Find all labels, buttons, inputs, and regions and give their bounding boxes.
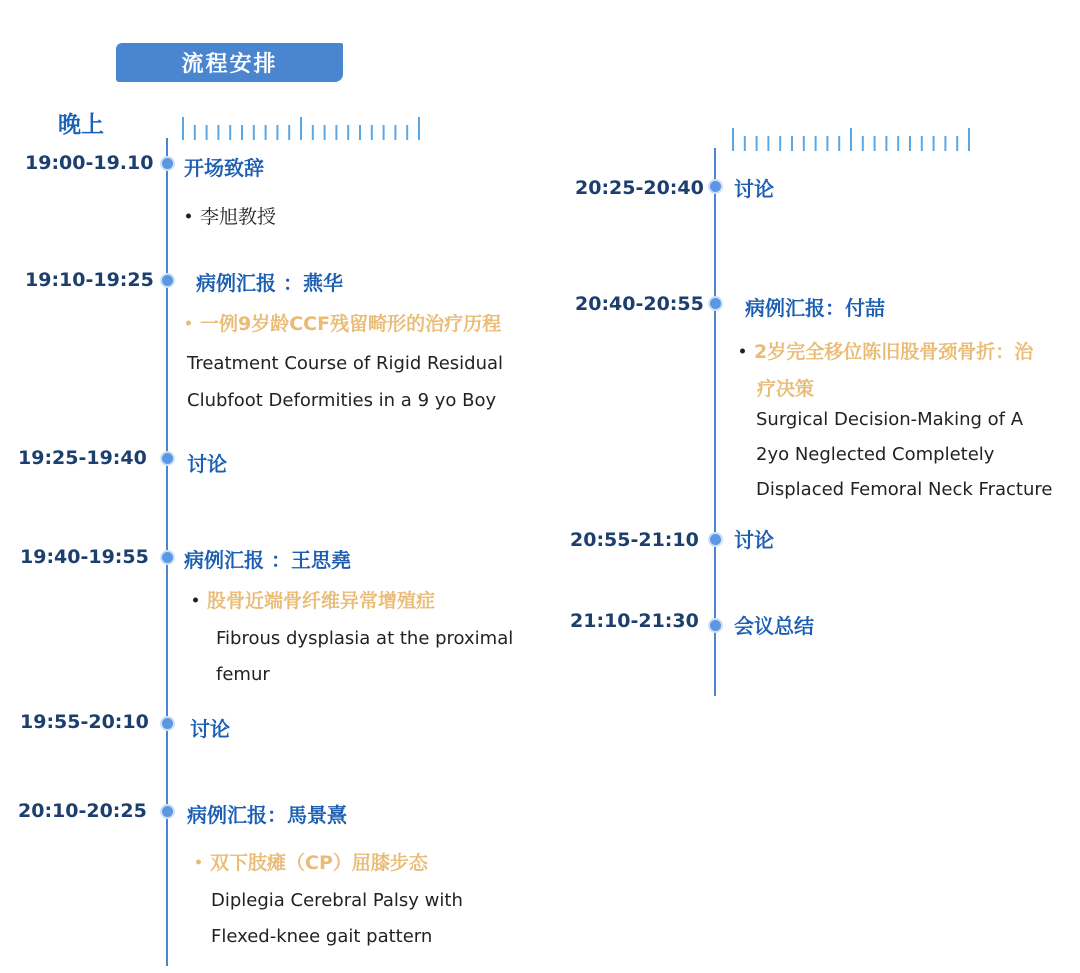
time-label: 19:55-20:10 [20,711,149,733]
time-label: 19:25-19:40 [18,447,147,469]
timeline-dot [162,158,173,169]
topic-english: Treatment Course of Rigid Residual [187,353,504,374]
topic-english: Diplegia Cerebral Palsy with [211,890,463,911]
topic-english: femur [216,664,270,685]
session-title: 病例汇报：馬景熹 [187,803,347,827]
right-ruler [730,126,975,154]
session-title: 开场致辞 [184,156,264,180]
topic-title: 股骨近端骨纤维异常增殖症 [193,586,435,613]
header-title: 流程安排 [181,52,278,77]
topic-english: Surgical Decision-Making of A [756,409,1024,430]
session-title: 讨论 [734,528,774,552]
topic-title: 疗决策 [757,378,815,400]
time-label: 20:55-21:10 [570,529,699,551]
right-timeline [714,148,716,696]
speaker-name: 李旭教授 [186,202,276,229]
topic-title: 一例9岁龄CCF残留畸形的治疗历程 [186,309,501,336]
time-label: 19:40-19:55 [20,546,149,568]
topic-english: 2yo Neglected Completely [756,444,995,465]
timeline-dot [162,275,173,286]
topic-english: Clubfoot Deformities in a 9 yo Boy [187,390,497,411]
topic-english: Displaced Femoral Neck Fracture [756,479,1053,500]
topic-english: Fibrous dysplasia at the proximal [216,628,514,649]
session-title: 讨论 [734,177,774,201]
session-title: 病例汇报 ：王思堯 [184,548,351,572]
session-title: 讨论 [190,717,230,741]
section-header [116,43,343,82]
time-label: 20:10-20:25 [18,800,147,822]
session-title: 讨论 [187,452,227,476]
time-label: 19:00-19.10 [25,152,154,174]
session-title: 病例汇报 ：燕华 [196,271,343,295]
topic-title: 2岁完全移位陈旧股骨颈骨折：治 [740,337,1033,364]
session-title: 病例汇报：付喆 [745,296,885,320]
topic-title: 双下肢瘫（CP）屈膝步态 [196,848,428,875]
timeline-dot [162,806,173,817]
timeline-dot [162,552,173,563]
time-label: 20:25-20:40 [575,177,704,199]
timeline-dot [710,181,721,192]
time-label: 20:40-20:55 [575,293,704,315]
time-label: 21:10-21:30 [570,610,699,632]
timeline-dot [710,298,721,309]
timeline-dot [710,620,721,631]
topic-english: Flexed-knee gait pattern [211,926,433,947]
period-label: 晚上 [58,112,104,138]
session-title: 会议总结 [734,614,814,638]
timeline-dot [710,534,721,545]
timeline-dot [162,718,173,729]
time-label: 19:10-19:25 [25,269,154,291]
timeline-dot [162,453,173,464]
left-ruler [180,115,425,143]
